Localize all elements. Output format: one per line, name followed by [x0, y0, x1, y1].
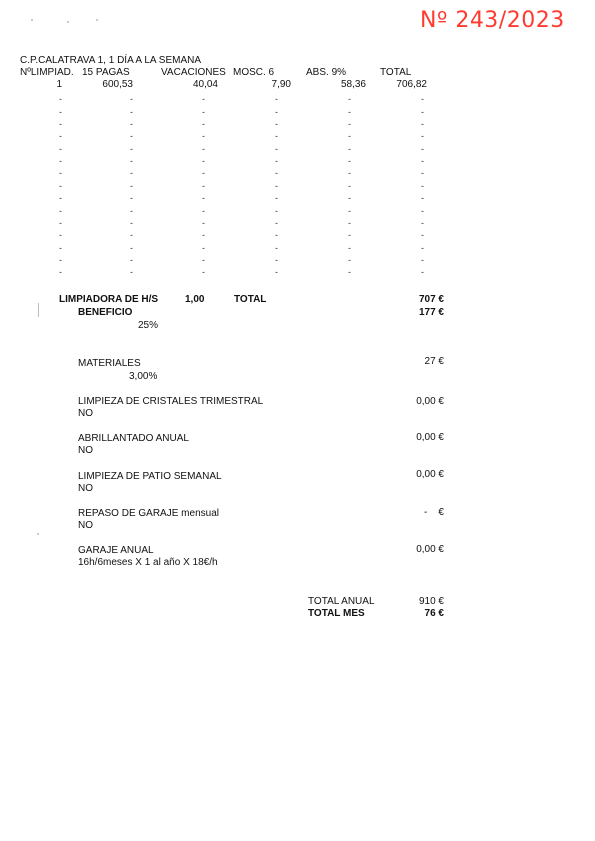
table-cell: -	[202, 131, 205, 142]
table-cell: -	[275, 143, 278, 154]
table-cell: -	[275, 230, 278, 241]
table-cell: -	[348, 180, 351, 191]
item-label: MATERIALES	[78, 358, 141, 369]
table-cell: -	[59, 193, 62, 204]
table-cell: -	[130, 180, 133, 191]
table-cell: -	[421, 106, 424, 117]
column-header-total: TOTAL	[380, 67, 412, 78]
table-cell: -	[348, 119, 351, 130]
table-cell: -	[202, 119, 205, 130]
table-cell: -	[421, 254, 424, 265]
table-cell: -	[421, 156, 424, 167]
table-cell: -	[130, 217, 133, 228]
table-cell: -	[275, 180, 278, 191]
table-cell: -	[421, 267, 424, 278]
table-cell: 58,36	[340, 79, 366, 90]
table-cell: -	[130, 254, 133, 265]
item-value: 0,00 €	[416, 544, 444, 555]
item-sub: NO	[78, 408, 93, 419]
item-value: 27 €	[424, 356, 444, 367]
table-cell: -	[275, 254, 278, 265]
total-mes-label: TOTAL MES	[308, 608, 365, 619]
document-title: C.P.CALATRAVA 1, 1 DÍA A LA SEMANA	[20, 55, 202, 66]
column-header-nlimpiad: NºLIMPIAD.	[20, 67, 74, 78]
table-cell: 600,53	[102, 79, 133, 90]
table-cell: -	[130, 242, 133, 253]
table-cell: -	[421, 242, 424, 253]
column-header-mosc: MOSC. 6	[233, 67, 275, 78]
table-cell: -	[59, 168, 62, 179]
table-cell: -	[348, 131, 351, 142]
table-cell: -	[202, 267, 205, 278]
table-cell: -	[59, 119, 62, 130]
table-cell: -	[130, 168, 133, 179]
table-cell: -	[202, 205, 205, 216]
table-cell: -	[59, 242, 62, 253]
table-cell: -	[59, 254, 62, 265]
table-cell: -	[275, 168, 278, 179]
table-cell: -	[59, 180, 62, 191]
item-label: LIMPIEZA DE CRISTALES TRIMESTRAL	[78, 396, 264, 407]
column-header-vacaciones: VACACIONES	[161, 67, 226, 78]
table-cell: -	[348, 254, 351, 265]
table-cell: -	[275, 94, 278, 105]
table-cell: -	[202, 242, 205, 253]
table-cell: -	[348, 94, 351, 105]
table-cell: -	[130, 143, 133, 154]
table-cell: -	[130, 267, 133, 278]
item-sub: 16h/6meses X 1 al año X 18€/h	[78, 557, 218, 568]
table-cell: -	[130, 193, 133, 204]
table-cell: -	[348, 143, 351, 154]
table-cell: -	[348, 156, 351, 167]
table-cell: -	[421, 180, 424, 191]
scan-speck	[67, 21, 69, 23]
scan-speck	[38, 303, 39, 317]
table-cell: -	[348, 217, 351, 228]
table-cell: 40,04	[192, 79, 218, 90]
table-cell: -	[202, 168, 205, 179]
table-cell: -	[275, 119, 278, 130]
beneficio-value: 177 €	[418, 307, 444, 318]
total-anual-value: 910 €	[418, 596, 444, 607]
table-cell: -	[130, 94, 133, 105]
table-cell: -	[59, 267, 62, 278]
table-cell: -	[348, 168, 351, 179]
table-cell: -	[202, 180, 205, 191]
table-cell: -	[348, 242, 351, 253]
limpiadora-label: LIMPIADORA DE H/S	[59, 294, 159, 305]
table-cell: -	[275, 267, 278, 278]
scan-speck	[37, 533, 39, 535]
table-cell: -	[202, 193, 205, 204]
column-header-15-pagas: 15 PAGAS	[82, 67, 130, 78]
table-cell: -	[421, 230, 424, 241]
table-cell: -	[275, 106, 278, 117]
table-cell: -	[130, 205, 133, 216]
table-cell: -	[421, 143, 424, 154]
table-cell: -	[202, 217, 205, 228]
table-cell: -	[59, 106, 62, 117]
item-label: GARAJE ANUAL	[78, 545, 154, 556]
table-cell: -	[59, 131, 62, 142]
beneficio-label: BENEFICIO	[78, 307, 133, 318]
item-sub: NO	[78, 445, 93, 456]
item-value: - €	[423, 507, 444, 518]
table-cell: -	[130, 131, 133, 142]
table-cell: -	[130, 106, 133, 117]
item-sub: NO	[78, 483, 93, 494]
item-value: 0,00 €	[416, 432, 444, 443]
item-label: REPASO DE GARAJE mensual	[78, 508, 219, 519]
table-cell: -	[130, 119, 133, 130]
table-cell: -	[421, 119, 424, 130]
table-cell: -	[421, 205, 424, 216]
item-sub: NO	[78, 520, 93, 531]
scan-speck	[31, 19, 33, 21]
item-label: ABRILLANTADO ANUAL	[78, 433, 189, 444]
table-cell: -	[202, 94, 205, 105]
table-cell: -	[348, 230, 351, 241]
table-cell: -	[348, 193, 351, 204]
table-cell: -	[275, 242, 278, 253]
table-cell: -	[421, 193, 424, 204]
table-cell: -	[202, 254, 205, 265]
table-cell: -	[348, 106, 351, 117]
table-cell: -	[275, 217, 278, 228]
table-cell: -	[59, 217, 62, 228]
scan-speck	[96, 19, 98, 21]
table-cell: -	[202, 106, 205, 117]
table-cell: -	[130, 156, 133, 167]
table-cell: -	[202, 143, 205, 154]
total-mes-value: 76 €	[424, 608, 444, 619]
table-cell: -	[130, 230, 133, 241]
column-header-abs: ABS. 9%	[306, 67, 347, 78]
table-cell: -	[421, 131, 424, 142]
beneficio-percentage: 25%	[138, 320, 159, 331]
table-cell: -	[59, 94, 62, 105]
table-cell: 1	[56, 79, 62, 90]
table-cell: -	[348, 267, 351, 278]
item-label: LIMPIEZA DE PATIO SEMANAL	[78, 471, 222, 482]
limpiadora-quantity: 1,00	[185, 294, 205, 305]
table-cell: -	[59, 230, 62, 241]
item-value: 0,00 €	[416, 396, 444, 407]
table-cell: -	[59, 205, 62, 216]
total-value: 707 €	[418, 294, 444, 305]
table-cell: -	[275, 193, 278, 204]
table-cell: -	[421, 94, 424, 105]
table-cell: -	[421, 217, 424, 228]
table-cell: -	[202, 230, 205, 241]
table-cell: -	[59, 143, 62, 154]
document-number-stamp: Nº 243/2023	[420, 8, 565, 33]
total-anual-label: TOTAL ANUAL	[308, 596, 375, 607]
table-cell: -	[275, 156, 278, 167]
table-cell: -	[275, 131, 278, 142]
total-label: TOTAL	[234, 294, 267, 305]
table-cell: -	[202, 156, 205, 167]
table-cell: -	[59, 156, 62, 167]
table-cell: 7,90	[271, 79, 291, 90]
item-value: 0,00 €	[416, 469, 444, 480]
table-cell: -	[348, 205, 351, 216]
table-cell: -	[421, 168, 424, 179]
table-cell: 706,82	[396, 79, 427, 90]
table-cell: -	[275, 205, 278, 216]
item-sub: 3,00%	[129, 371, 158, 382]
